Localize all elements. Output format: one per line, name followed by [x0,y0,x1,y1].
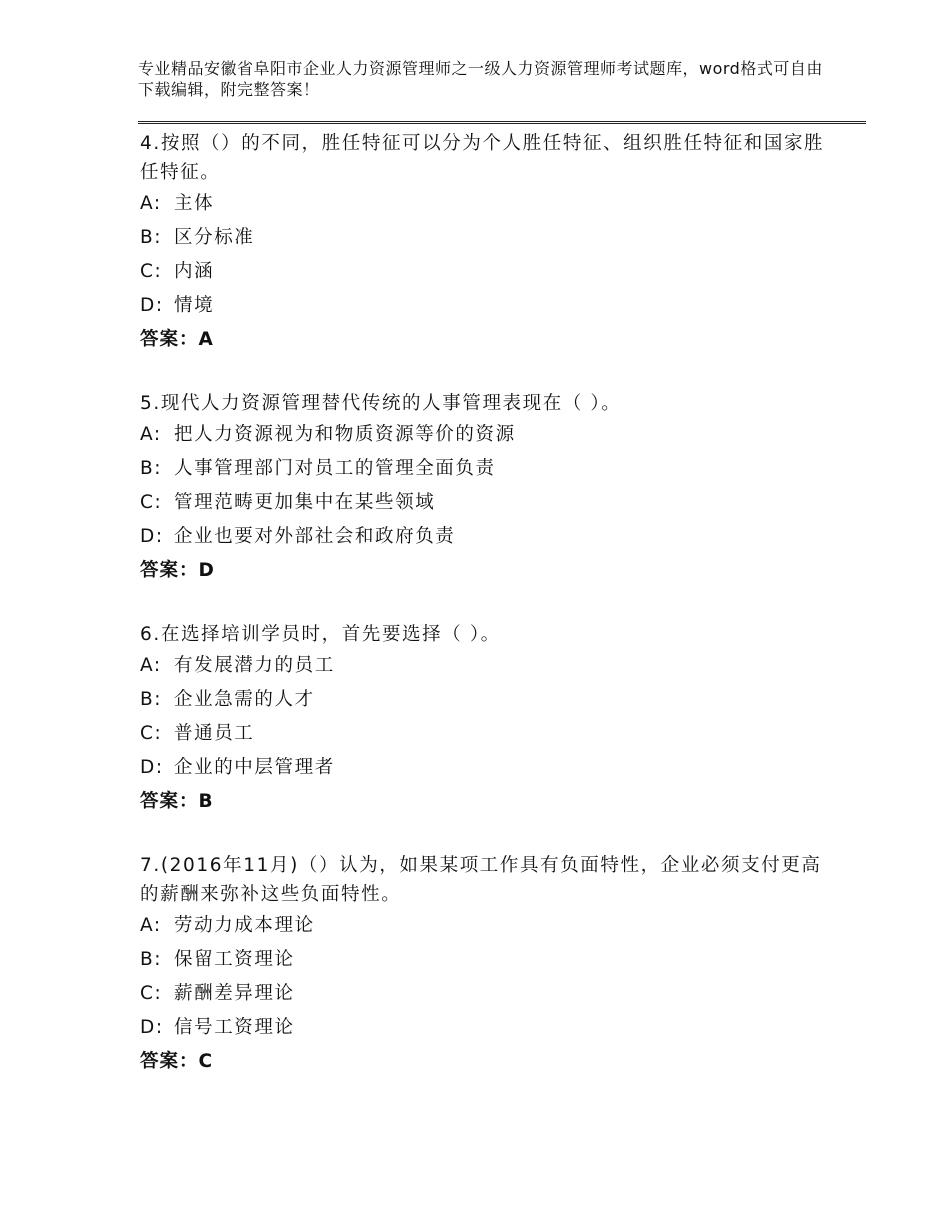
option-d [140,751,840,785]
option-text: 企业也要对外部社会和政府负责 [174,526,456,547]
option-text: 企业的中层管理者 [174,757,335,778]
answer: 答案：D [140,560,215,581]
answer: 答案：A [140,329,214,350]
option-text: 主体 [174,193,215,214]
option-label: C: [140,983,163,1004]
header-divider [138,121,866,125]
option-text: 保留工资理论 [174,949,295,970]
option-c [140,977,840,1011]
document-header [138,58,838,100]
option-c [140,486,840,520]
option-label: C: [140,261,163,282]
option-a [140,649,840,683]
option-label: C: [140,492,163,513]
option-text: 信号工资理论 [174,1017,295,1038]
option-c [140,255,840,289]
option-text: 管理范畴更加集中在某些领域 [174,492,436,513]
option-label: D: [140,757,164,778]
option-text: 薪酬差异理论 [174,983,295,1004]
answer: 答案：C [140,1051,214,1072]
option-text: 普通员工 [174,723,255,744]
question-stem: 7.(2016年11月)（）认为，如果某项工作具有负面特性，企业必须支付更高的薪酬来弥补这些负面特性。 [140,855,822,905]
option-text: 企业急需的人才 [174,689,315,710]
option-label: A: [140,655,162,676]
option-text: 把人力资源视为和物质资源等价的资源 [174,424,516,445]
question-7 [140,851,840,1079]
question-4 [140,129,840,357]
option-a [140,187,840,221]
option-label: D: [140,295,164,316]
option-text: 人事管理部门对员工的管理全面负责 [174,458,496,479]
question-5 [140,389,840,588]
option-a [140,909,840,943]
option-label: B: [140,458,163,479]
option-b [140,943,840,977]
option-label: A: [140,424,162,445]
question-list [140,128,840,1111]
option-label: D: [140,1017,164,1038]
option-text: 有发展潜力的员工 [174,655,335,676]
option-a [140,418,840,452]
question-stem: 6.在选择培训学员时，首先要选择（ ）。 [140,624,501,645]
question-stem: 4.按照（）的不同，胜任特征可以分为个人胜任特征、组织胜任特征和国家胜任特征。 [140,133,825,183]
option-text: 内涵 [174,261,215,282]
question-stem: 5.现代人力资源管理替代传统的人事管理表现在（ ）。 [140,393,622,414]
option-b [140,452,840,486]
option-d [140,520,840,554]
option-label: A: [140,915,162,936]
option-label: D: [140,526,164,547]
option-c [140,717,840,751]
option-text: 情境 [174,295,215,316]
option-label: B: [140,949,163,970]
option-label: A: [140,193,162,214]
option-b [140,683,840,717]
answer: 答案：B [140,791,214,812]
option-label: B: [140,689,163,710]
question-6 [140,620,840,819]
option-b [140,221,840,255]
option-d [140,1011,840,1045]
option-label: B: [140,227,163,248]
option-text: 劳动力成本理论 [174,915,315,936]
header-title: 专业精品安徽省阜阳市企业人力资源管理师之一级人力资源管理师考试题库，word格式可自由下载编辑，附完整答案！ [138,59,823,99]
option-d [140,289,840,323]
option-label: C: [140,723,163,744]
option-text: 区分标准 [174,227,255,248]
